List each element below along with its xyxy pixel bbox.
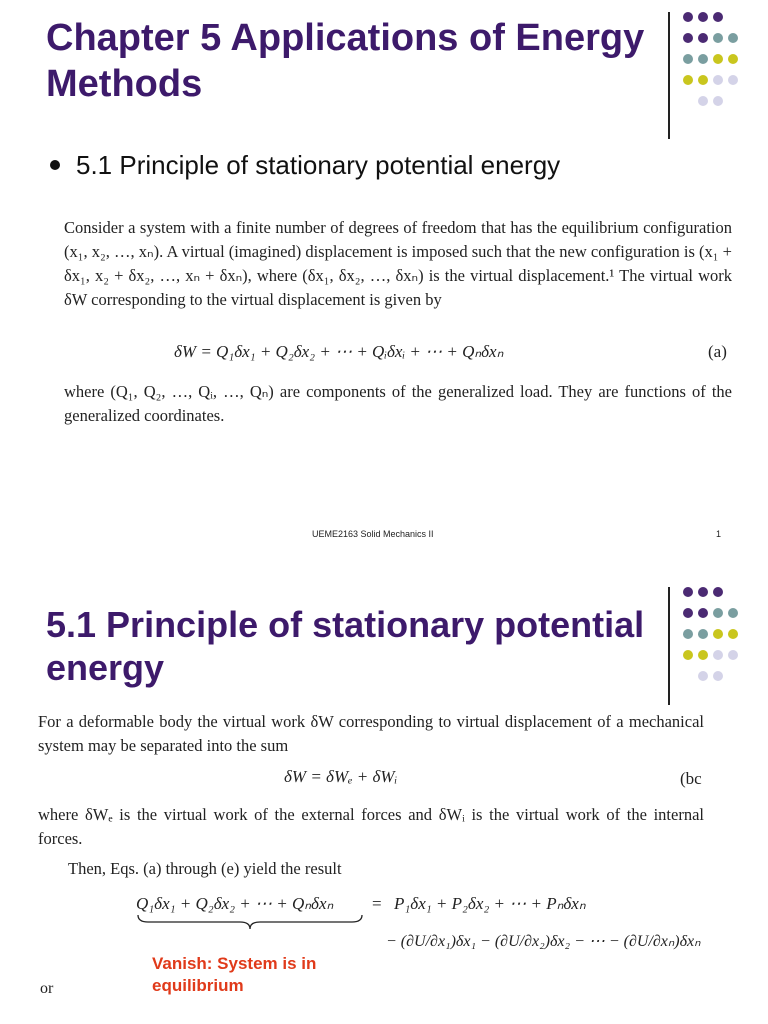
- decorative-dot: [698, 12, 708, 22]
- decorative-dot: [728, 650, 738, 660]
- decorative-dot: [683, 54, 693, 64]
- decorative-dot: [713, 587, 723, 597]
- slide-title: Chapter 5 Applications of Energy Methods: [46, 17, 645, 105]
- decorative-dot: [698, 75, 708, 85]
- decorative-dot: [713, 33, 723, 43]
- slide-footer: UEME2163 Solid Mechanics II: [312, 529, 434, 539]
- decorative-dot: [728, 75, 738, 85]
- decorative-dot-grid: [683, 587, 743, 697]
- decorative-dot: [683, 33, 693, 43]
- decorative-dot: [728, 33, 738, 43]
- decorative-dot: [713, 629, 723, 639]
- decorative-dot-grid: [683, 12, 743, 122]
- decorative-dot: [713, 671, 723, 681]
- equation-label: (bc: [680, 769, 702, 788]
- decorative-dot: [713, 650, 723, 660]
- decorative-dot: [683, 75, 693, 85]
- decorative-dot: [683, 12, 693, 22]
- decorative-dot: [698, 33, 708, 43]
- decorative-dot: [698, 96, 708, 106]
- equation-label: (a): [708, 342, 727, 361]
- decorative-dot: [713, 96, 723, 106]
- slide-title: 5.1 Principle of stationary potential energy: [46, 604, 645, 689]
- decorative-dot: [698, 608, 708, 618]
- page-number: 1: [716, 529, 722, 539]
- equation-lhs: Q₁δx₁ + Q₂δx₂ + ⋯ + Qₙδxₙ: [136, 894, 334, 913]
- decorative-dot: [698, 671, 708, 681]
- body-paragraph-2: where δWₑ is the virtual work of the external forces and δWᵢ is the virtual work of the internal forces.: [38, 805, 704, 848]
- decorative-dot: [683, 629, 693, 639]
- decorative-dot: [698, 629, 708, 639]
- equation-rhs-1: P₁δx₁ + P₂δx₂ + ⋯ + Pₙδxₙ: [394, 894, 586, 913]
- equation-b: δW = δWₑ + δWᵢ: [284, 767, 398, 786]
- equation-equals: =: [372, 894, 382, 913]
- bullet-text: 5.1 Principle of stationary potential energy: [76, 150, 561, 180]
- decorative-dot: [698, 54, 708, 64]
- annotation-text: Vanish: System is in equilibrium: [152, 954, 317, 995]
- decorative-dot: [713, 75, 723, 85]
- body-paragraph-3: Then, Eqs. (a) through (e) yield the result: [68, 859, 342, 878]
- slide-2: [0, 575, 768, 1024]
- body-paragraph: For a deformable body the virtual work δW corresponding to virtual displacement of a mechanical system may be separated into the sum: [38, 712, 704, 755]
- decorative-dot: [728, 608, 738, 618]
- decorative-dot: [713, 608, 723, 618]
- decorative-dot: [683, 650, 693, 660]
- decorative-dot: [728, 54, 738, 64]
- decorative-dot: [683, 608, 693, 618]
- body-paragraph-2: where (Q₁, Q₂, …, Qᵢ, …, Qₙ) are components of the generalized load. They are functions of the generalized coordinates.: [64, 382, 732, 425]
- equation-a: δW = Q₁δx₁ + Q₂δx₂ + ⋯ + Qᵢδxᵢ + ⋯ + Qₙδxₙ: [174, 342, 504, 361]
- divider-line: [668, 587, 670, 705]
- or-word: or: [40, 980, 54, 997]
- underbrace-icon: [136, 913, 364, 931]
- decorative-dot: [713, 12, 723, 22]
- bullet-item: [50, 150, 560, 181]
- bullet-icon: [50, 160, 60, 170]
- decorative-dot: [713, 54, 723, 64]
- decorative-dot: [698, 650, 708, 660]
- decorative-dot: [728, 629, 738, 639]
- body-paragraph: Consider a system with a finite number of degrees of freedom that has the equilibrium configuration (x₁, x₂, …, xₙ). A virtual (imagined) displacement is imposed such that the new configuration is (x₁ + δx₁, x₂ + δx₂, …, xₙ + δxₙ), where (δx₁, δx₂, …, δxₙ) is the virtual displacement.¹ The virtual work δW corresponding to the virtual displacement is given by: [64, 218, 732, 309]
- equation-rhs-2: − (∂U/∂x₁)δx₁ − (∂U/∂x₂)δx₂ − ⋯ − (∂U/∂xₙ)δxₙ: [386, 933, 701, 950]
- decorative-dot: [683, 587, 693, 597]
- decorative-dot: [698, 587, 708, 597]
- divider-line: [668, 12, 670, 139]
